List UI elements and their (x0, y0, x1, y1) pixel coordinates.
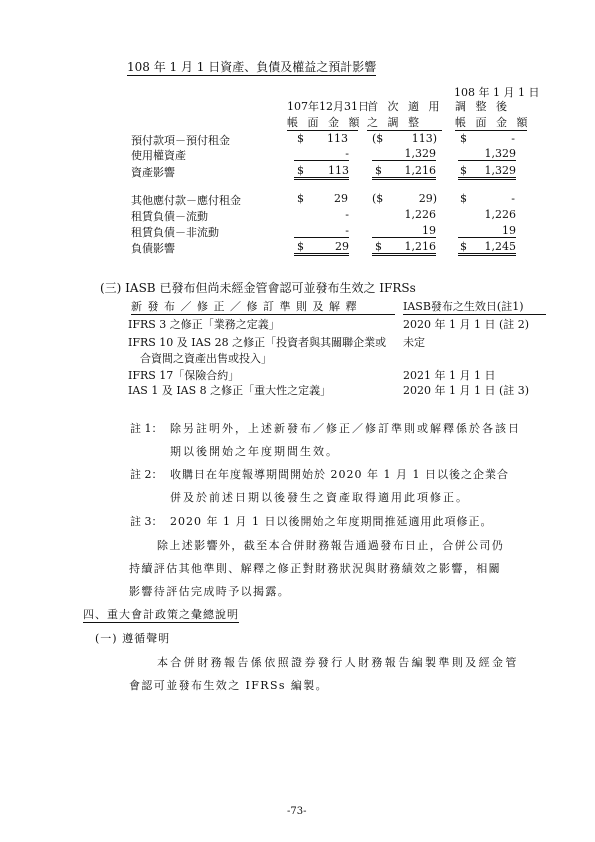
paragraph-text: 會認可並發布生效之 IFRSs 編製。 (129, 679, 329, 692)
effective-date: 2020 年 1 月 1 日 (註 3) (403, 384, 530, 397)
currency-symbol: $ (460, 132, 467, 145)
column1-header-line2: 帳 面 金 額 (287, 116, 363, 129)
note-text: 期以後開始之年度期間生效。 (170, 445, 339, 458)
table-cell: - (511, 192, 515, 205)
table-cell: - (294, 224, 349, 238)
column-date-header: 108 年 1 月 1 日 (454, 86, 540, 99)
table-cell: 1,245 (458, 240, 516, 256)
effective-date: 未定 (403, 336, 425, 349)
currency-symbol: $ (297, 240, 304, 253)
standards-column-header: 新 發 布 ／ 修 正 ／ 修 訂 準 則 及 解 釋 (131, 298, 395, 315)
column1-header-line1: 107年12月31日 (287, 100, 369, 113)
table-row-label: 資產影響 (131, 166, 175, 179)
effective-date: 2020 年 1 月 1 日 (註 2) (403, 318, 530, 331)
section-title: 四、重大會計政策之彙總說明 (83, 608, 239, 621)
table-row-label: 租賃負債－流動 (131, 210, 208, 223)
table-cell: 1,216 (372, 240, 436, 256)
paragraph-text: 本合併財務報告係依照證券發行人財務報告編製準則及經金管 (157, 656, 519, 669)
table-cell: 113 (327, 132, 348, 145)
standard-name: IFRS 10 及 IAS 28 之修正「投資者與其關聯企業或 (128, 336, 387, 349)
standard-name: IFRS 3 之修正「業務之定義」 (128, 318, 280, 331)
currency-symbol: $ (460, 164, 467, 177)
table-row-label: 負債影響 (131, 242, 175, 255)
table-cell: 19 (458, 224, 516, 238)
table-cell: 1,226 (484, 208, 516, 221)
table-row-label: 租賃負債－非流動 (131, 226, 219, 239)
table-cell: - (511, 132, 515, 145)
standard-name: IAS 1 及 IAS 8 之修正「重大性之定義」 (128, 384, 332, 397)
table-cell: 1,329 (458, 164, 516, 180)
currency-symbol: $ (297, 192, 304, 205)
table-heading: 108 年 1 月 1 日資產、負債及權益之預計影響 (127, 60, 377, 74)
currency-symbol: ($ (372, 132, 384, 145)
column3-header-line2: 帳 面 金 額 (455, 116, 531, 129)
note-text: 2020 年 1 月 1 日以後開始之年度期間推延適用此項修正。 (170, 515, 493, 528)
currency-symbol: $ (297, 132, 304, 145)
table-cell: 1,226 (404, 208, 436, 221)
table-cell: 19 (372, 224, 436, 238)
paragraph-text: 影響待評估完成時予以揭露。 (129, 585, 291, 598)
paragraph-text: 除上述影響外，截至本合併財務報告通過發布日止，合併公司仍 (157, 539, 505, 552)
table-cell: - (294, 147, 349, 161)
table-cell: 29) (418, 192, 437, 205)
table-row-label: 其他應付款－應付租金 (131, 194, 241, 207)
note-label: 註 2： (130, 468, 163, 481)
standard-name-continued: 合資間之資產出售或投入」 (140, 352, 272, 365)
currency-symbol: $ (375, 240, 382, 253)
currency-symbol: ($ (372, 192, 384, 205)
column3-header-line1: 調 整 後 (455, 100, 510, 113)
effective-date: 2021 年 1 月 1 日 (403, 369, 496, 382)
table-cell: - (345, 208, 349, 221)
currency-symbol: $ (297, 164, 304, 177)
currency-symbol: $ (460, 192, 467, 205)
table-cell: 29 (334, 192, 348, 205)
page-number: -73- (287, 806, 307, 817)
standard-name: IFRS 17「保險合約」 (128, 369, 240, 382)
subsection-title: (一) 遵循聲明 (95, 632, 171, 645)
section-title: (三) IASB 已發布但尚未經金管會認可並發布生效之 IFRSs (100, 281, 416, 295)
currency-symbol: $ (460, 240, 467, 253)
table-cell: 1,329 (372, 147, 436, 161)
note-text: 併及於前述日期以後發生之資產取得適用此項修正。 (170, 491, 469, 504)
column2-header-line2: 之 調 整 (367, 114, 442, 131)
note-label: 註 1： (130, 422, 163, 435)
paragraph-text: 持續評估其他準則、解釋之修正對財務狀況與財務績效之影響，相關 (129, 562, 501, 575)
note-label: 註 3： (130, 515, 163, 528)
currency-symbol: $ (375, 164, 382, 177)
note-text: 除另註明外，上述新發布／修正／修訂準則或解釋係於各該日 (170, 422, 521, 435)
table-row-label: 預付款項－預付租金 (131, 134, 230, 147)
table-cell: 1,329 (458, 147, 516, 161)
table-cell: 113 (294, 164, 349, 180)
effective-date-column-header: IASB發布之生效日(註1) (403, 298, 546, 315)
table-cell: 1,216 (372, 164, 436, 180)
table-cell: 113) (411, 132, 437, 145)
table-row-label: 使用權資產 (131, 149, 186, 162)
column2-header-line1: 首 次 適 用 (367, 100, 443, 113)
table-cell: 29 (294, 240, 349, 256)
note-text: 收購日在年度報導期間開始於 2020 年 1 月 1 日以後之企業合 (170, 468, 509, 481)
